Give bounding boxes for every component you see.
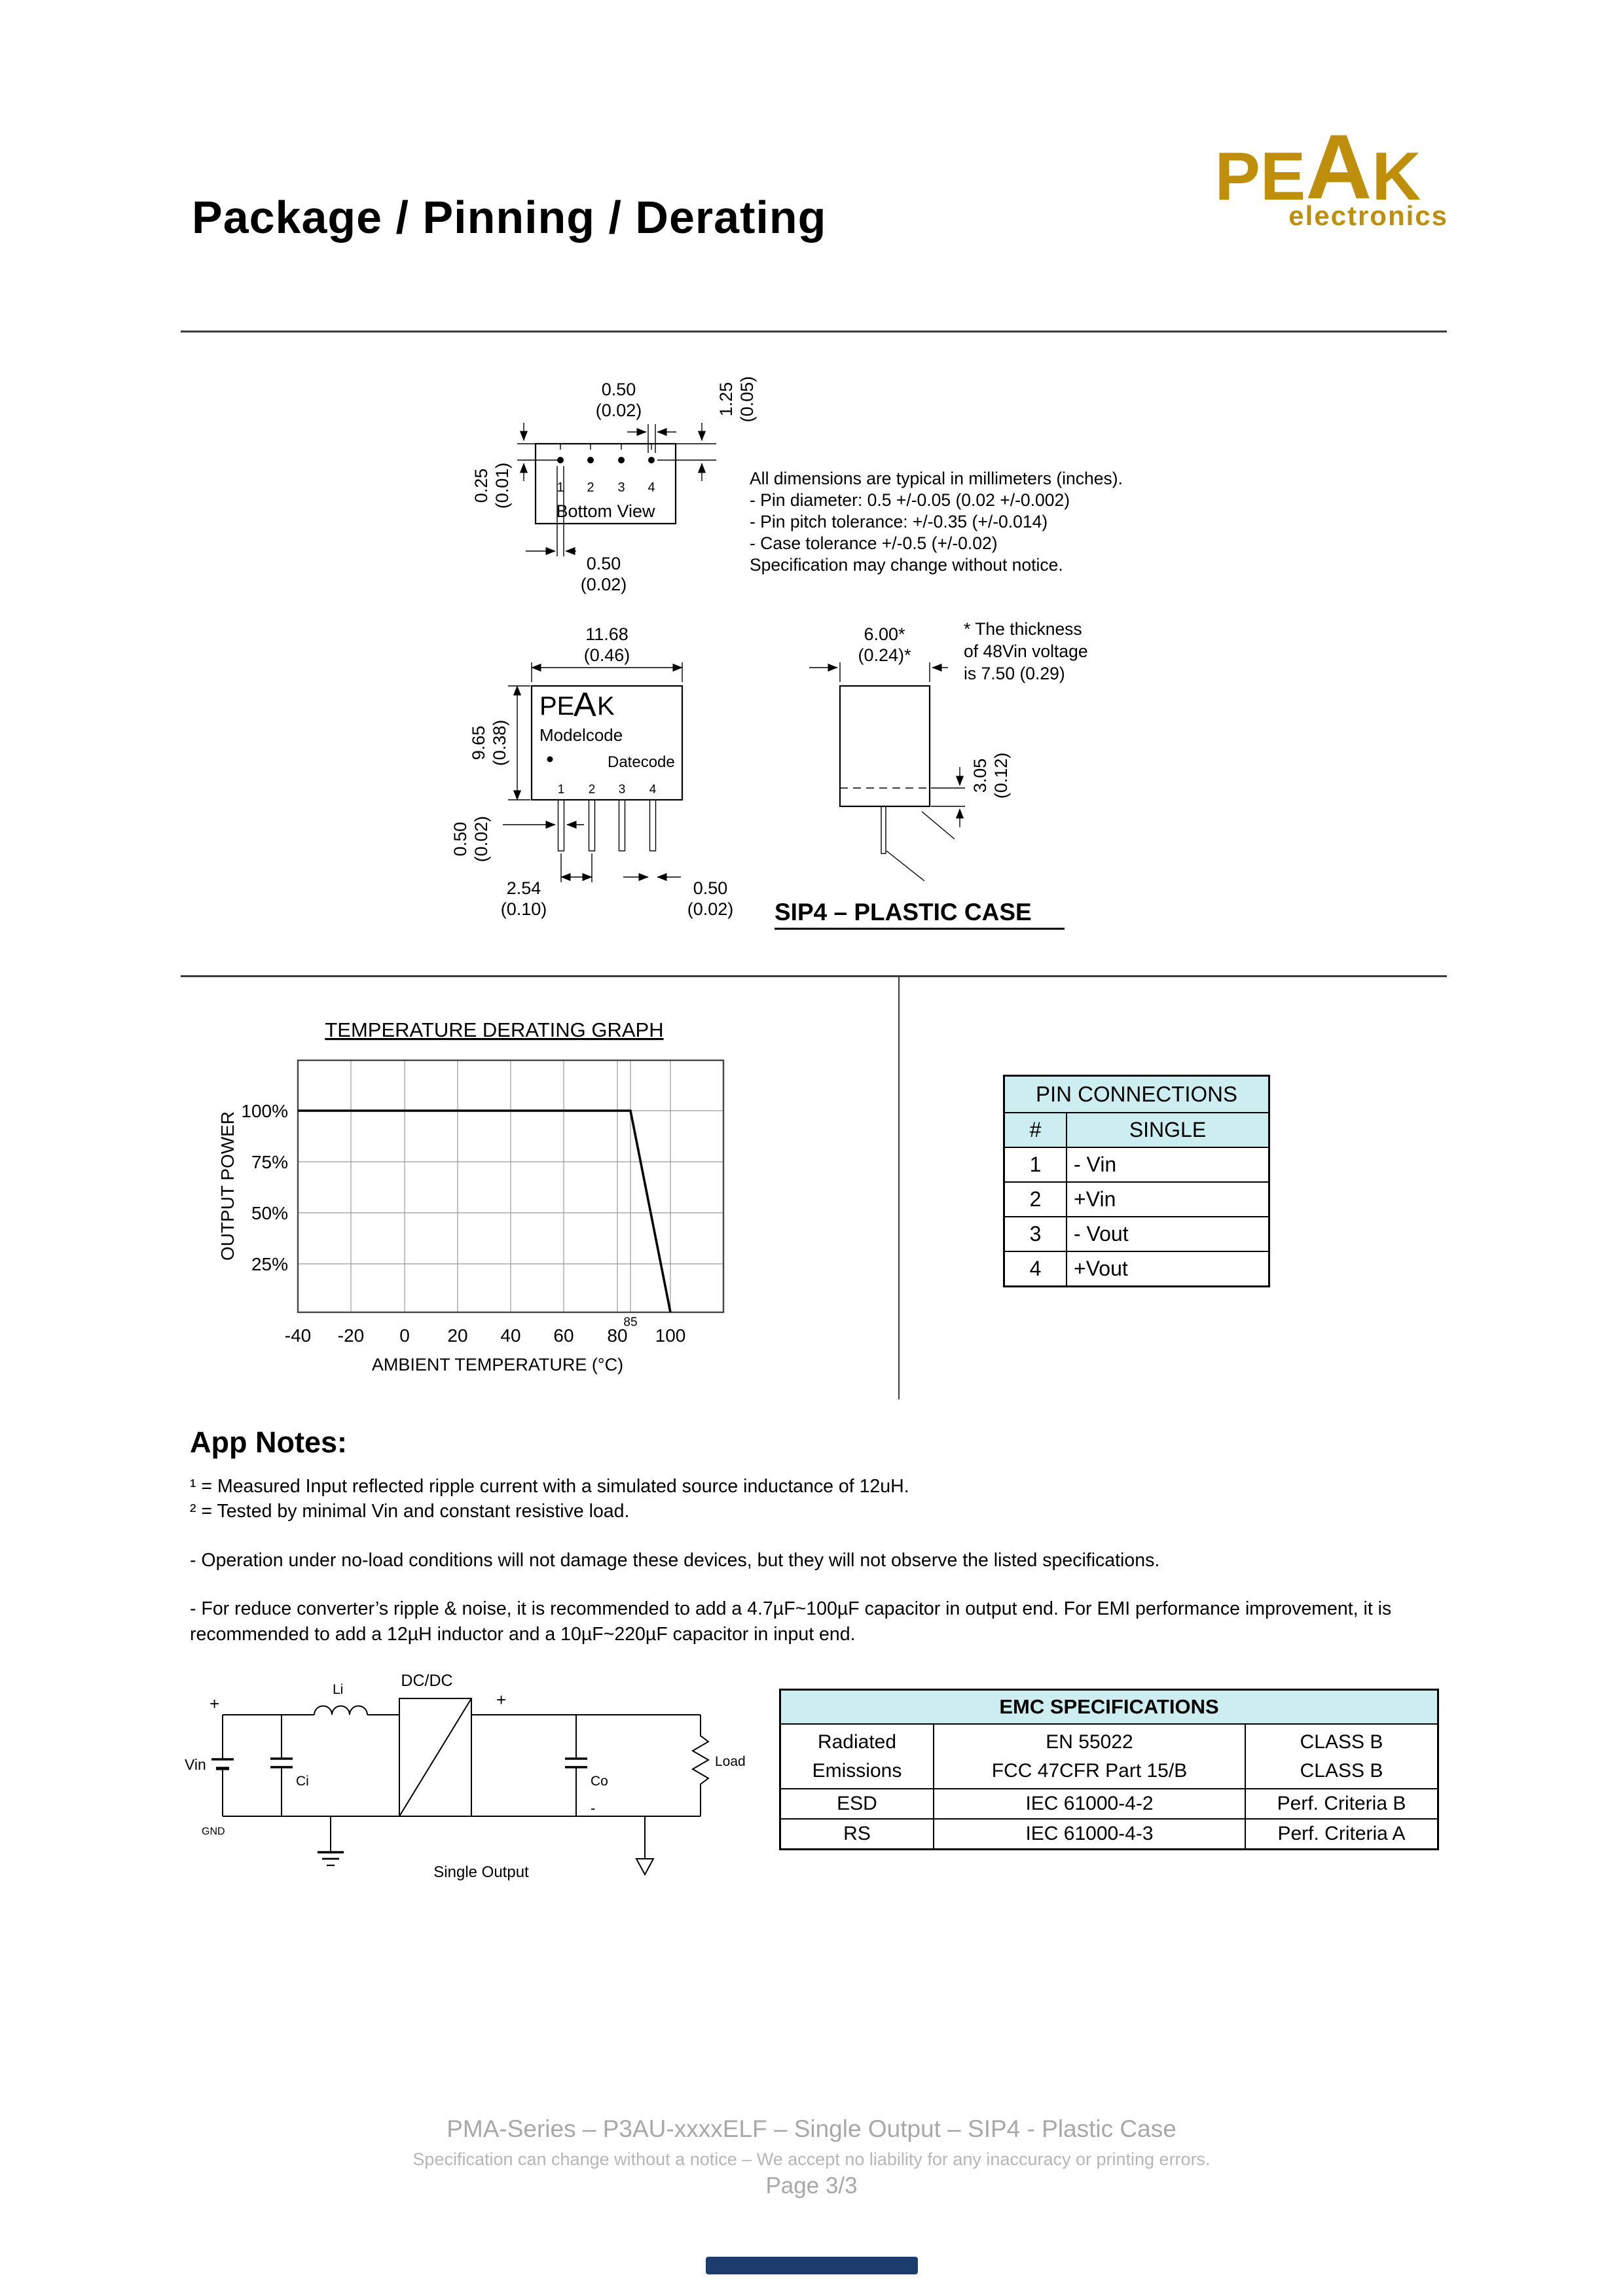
dim-value: 1.25 [716, 382, 736, 417]
emc-row-esd [781, 1788, 1437, 1818]
note-line: Specification may change without notice. [750, 555, 1063, 575]
pin-number-cell: 4 [1005, 1252, 1067, 1285]
x-tick: -20 [337, 1325, 365, 1346]
circuit-plus-out: + [496, 1690, 507, 1710]
pin-table-row [1005, 1252, 1268, 1285]
pin-function-cell: - Vout [1074, 1222, 1129, 1246]
front-pin-number: 3 [618, 783, 626, 797]
case-type-label: SIP4 – PLASTIC CASE [775, 899, 1032, 925]
x-tick: 40 [500, 1325, 521, 1346]
pin-table-title: PIN CONNECTIONS [1005, 1077, 1268, 1113]
dim-bottom-top [596, 380, 676, 453]
circuit-load-label: Load [715, 1754, 746, 1769]
dim-bottom-bottom [526, 466, 627, 594]
x-tick: -40 [284, 1325, 312, 1346]
logo-letter-k: K [1372, 139, 1421, 215]
emc-cell-test [781, 1723, 933, 1788]
note-line: of 48Vin voltage [964, 641, 1088, 661]
dim-value: 0.50 [601, 380, 636, 399]
dim-value-in: (0.02) [471, 816, 491, 863]
emc-row-emissions [781, 1723, 1437, 1788]
x-tick: 80 [607, 1325, 628, 1346]
circuit-plus-in: + [210, 1694, 220, 1713]
emc-cell-result: Perf. Criteria A [1246, 1818, 1437, 1848]
derating-curve [298, 1111, 670, 1312]
note-line: is 7.50 (0.29) [964, 664, 1065, 683]
graph-title: TEMPERATURE DERATING GRAPH [325, 1018, 664, 1041]
circuit-dcdc-label: DC/DC [401, 1672, 453, 1690]
bottom-pin-number: 1 [556, 480, 564, 495]
circuit-co-label: Co [591, 1774, 608, 1789]
dim-bottom-right [657, 376, 757, 481]
emc-cell-line: CLASS B [1300, 1759, 1383, 1782]
x-tick: 0 [399, 1325, 410, 1346]
emc-table-title: EMC SPECIFICATIONS [781, 1691, 1437, 1723]
emc-row-rs [781, 1818, 1437, 1848]
app-note-line: ¹ = Measured Input reflected ripple current with a simulated source inductance of 12uH. [190, 1476, 909, 1497]
front-pin-number: 4 [649, 783, 657, 797]
footer-accent-bar [706, 2257, 918, 2274]
dim-value-in: (0.46) [583, 645, 630, 665]
emc-cell-result [1246, 1723, 1437, 1788]
x-tick: 100 [655, 1325, 686, 1346]
emc-table [779, 1689, 1439, 1850]
note-line: - Case tolerance +/-0.5 (+/-0.02) [750, 533, 998, 553]
knee-temp-label: 85 [623, 1316, 638, 1329]
note-line: * The thickness [964, 619, 1082, 639]
pin-col-header-single: SINGLE [1129, 1118, 1207, 1141]
circuit-vin-label: Vin [185, 1756, 206, 1773]
pin-table-row [1005, 1217, 1268, 1252]
circuit-caption: Single Output [433, 1863, 529, 1881]
circuit-li-label: Li [333, 1682, 344, 1697]
emc-cell-line: FCC 47CFR Part 15/B [991, 1759, 1188, 1782]
logo-letters-pe: PE [1214, 139, 1306, 215]
app-notes-section [190, 1426, 1444, 1647]
horizontal-rule-top [181, 331, 1447, 332]
page-title: Package / Pinning / Derating [192, 192, 827, 243]
circuit-minus-out: - [591, 1800, 596, 1816]
dim-value: 9.65 [469, 725, 488, 761]
pin-table-header [1005, 1113, 1268, 1148]
emc-cell-standard: IEC 61000-4-3 [933, 1818, 1246, 1848]
side-view-drawing [840, 686, 955, 881]
emc-cell-test: ESD [781, 1788, 933, 1818]
app-note-line: - For reduce converter’s ripple & noise, it is recommended to add a 4.7µF~100µF capacitor in output end. For EMI performance improvement, it is recommended to add a 12µH inductor and a 10µF~220µF capacitor in input end. [190, 1598, 1392, 1645]
dim-value-in: (0.02) [687, 899, 734, 919]
case-brand-k: K [597, 692, 615, 721]
front-pin-number: 1 [557, 783, 565, 797]
y-tick: 100% [241, 1101, 288, 1121]
pin-table-row [1005, 1148, 1268, 1183]
emc-cell-line: EN 55022 [1046, 1731, 1133, 1753]
dim-value: 0.25 [471, 468, 491, 503]
dim-value: 3.05 [970, 758, 990, 793]
circuit-gnd-label: GND [202, 1826, 225, 1837]
case-brand-a: A [574, 686, 596, 724]
dim-value-in: (0.02) [580, 575, 627, 594]
pin-number-cell: 3 [1005, 1217, 1067, 1251]
side-thickness-note [964, 619, 1088, 683]
dim-front-pitch [501, 853, 592, 919]
graph-gridlines [298, 1060, 723, 1312]
circuit-wires [211, 1698, 708, 1874]
pin-number-cell: 2 [1005, 1183, 1067, 1216]
footer-page-number: Page 3/3 [765, 2173, 858, 2198]
y-axis-label: OUTPUT POWER [217, 1111, 238, 1261]
y-tick: 25% [251, 1254, 288, 1274]
bottom-pin-number: 3 [617, 480, 625, 495]
dim-value: 6.00* [864, 624, 905, 644]
logo-letter-a: A [1305, 115, 1372, 218]
bottom-view-label: Bottom View [556, 501, 655, 521]
case-datecode: Datecode [608, 753, 675, 771]
x-axis-label: AMBIENT TEMPERATURE (°C) [371, 1355, 624, 1374]
note-line: - Pin pitch tolerance: +/-0.35 (+/-0.014) [750, 512, 1048, 531]
dim-value: 0.50 [450, 821, 470, 857]
bottom-pin-number: 4 [647, 480, 655, 495]
x-tick: 20 [447, 1325, 468, 1346]
app-note-line: - Operation under no-load conditions will not damage these devices, but they will not observe the listed specifications. [190, 1549, 1160, 1571]
front-view-drawing [532, 686, 682, 851]
footer-series-line: PMA-Series – P3AU-xxxxELF – Single Output – SIP4 - Plastic Case [447, 2115, 1176, 2142]
x-tick: 60 [553, 1325, 574, 1346]
pin-number-cell: 1 [1005, 1148, 1067, 1181]
case-brand-pe: PE [539, 692, 575, 721]
bottom-pin-number: 2 [587, 480, 594, 495]
dim-value-in: (0.38) [490, 719, 509, 766]
dim-bottom-left [471, 423, 557, 509]
pin-function-cell: +Vin [1074, 1187, 1116, 1211]
horizontal-rule-middle [181, 975, 1447, 977]
footer-disclaimer: Specification can change without a notice – We accept no liability for any inaccuracy or printing errors. [412, 2149, 1211, 2169]
dim-value: 0.50 [586, 554, 621, 573]
app-notes-heading: App Notes: [190, 1426, 347, 1459]
dim-value-in: (0.24)* [858, 645, 911, 665]
y-tick: 50% [251, 1203, 288, 1223]
dim-value: 11.68 [585, 624, 629, 644]
dim-front-height [469, 686, 530, 800]
pin-function-cell: +Vout [1074, 1257, 1128, 1280]
dim-front-width [532, 624, 682, 682]
logo-subtitle: electronics [1288, 200, 1448, 231]
dim-value-in: (0.01) [492, 462, 512, 509]
dim-value-in: (0.12) [991, 752, 1011, 799]
emc-cell-result: Perf. Criteria B [1246, 1788, 1437, 1818]
peak-logo [1184, 115, 1452, 232]
pin-function-cell: - Vin [1074, 1153, 1117, 1176]
emc-cell-standard [933, 1723, 1246, 1788]
app-note-line: ² = Tested by minimal Vin and constant resistive load. [190, 1501, 630, 1522]
emc-cell-standard: IEC 61000-4-2 [933, 1788, 1246, 1818]
dim-side-width [809, 624, 948, 682]
dim-side-standoff [931, 753, 1011, 827]
package-drawings [367, 353, 1467, 962]
pin-table-row [1005, 1183, 1268, 1217]
case-modelcode: Modelcode [539, 725, 623, 745]
y-tick: 75% [251, 1152, 288, 1172]
dim-value-in: (0.05) [737, 376, 757, 423]
front-pin-number: 2 [588, 783, 596, 797]
dim-value: 0.50 [693, 878, 728, 898]
pin-col-header-number: # [1005, 1113, 1067, 1147]
dim-value-in: (0.10) [500, 899, 547, 919]
dim-value-in: (0.02) [595, 401, 642, 420]
emc-cell-line: Emissions [812, 1759, 902, 1782]
circuit-diagram [183, 1662, 773, 1905]
circuit-ci-label: Ci [296, 1774, 309, 1789]
dim-value: 2.54 [506, 878, 541, 898]
dim-front-pin-dia [623, 877, 733, 919]
emc-cell-line: Radiated [817, 1731, 897, 1753]
emc-cell-test: RS [781, 1818, 933, 1848]
bottom-view-drawing [536, 444, 676, 524]
derating-graph [196, 1008, 903, 1407]
note-line: All dimensions are typical in millimeters (inches). [750, 469, 1123, 488]
pin-connections-table [1003, 1075, 1270, 1287]
note-line: - Pin diameter: 0.5 +/-0.05 (0.02 +/-0.002) [750, 490, 1070, 510]
emc-cell-line: CLASS B [1300, 1731, 1383, 1753]
dimension-notes [750, 469, 1123, 575]
